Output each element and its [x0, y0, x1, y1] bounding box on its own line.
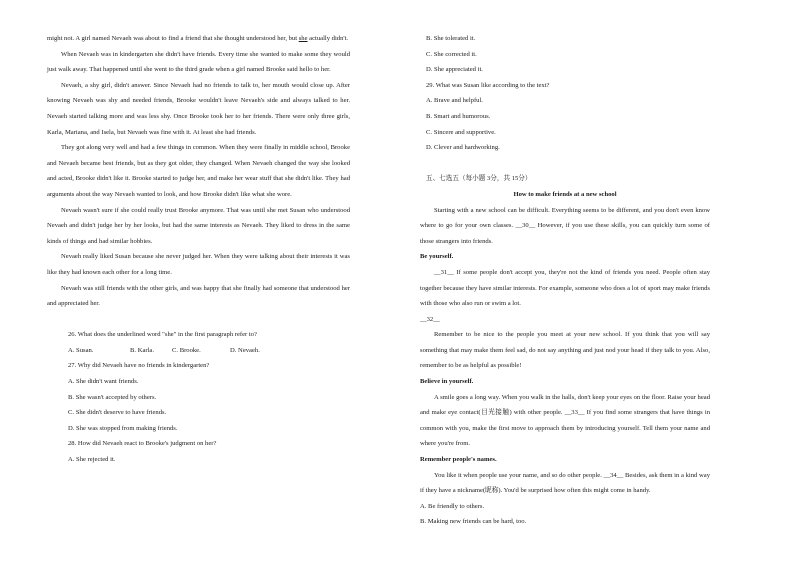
- option-a[interactable]: A. She didn't want friends.: [68, 378, 139, 386]
- question-27: [47, 358, 350, 436]
- option-b[interactable]: B. Karla.: [130, 346, 154, 354]
- question-29: [420, 78, 710, 156]
- right-column: [420, 31, 710, 530]
- passage-paragraph-3: Remember to be nice to the people you meet at your new school. If you think that you will say something that may make them feel sad, do not say anything and just nod your head if they talk to you. Also, remember to be as helpful as possible!: [420, 331, 710, 370]
- question-28-continued: [420, 31, 710, 78]
- question-stem: 27. Why did Nevaeh have no friends in kindergarten?: [68, 362, 210, 370]
- subheading-be-yourself: Be yourself.: [420, 253, 454, 261]
- option-c[interactable]: C. She didn't deserve to have friends.: [68, 409, 167, 417]
- paragraph-text: might not. A girl named Nevaeh was about to find a friend that she thought understood her, but: [47, 35, 299, 42]
- option-a[interactable]: A. Brave and helpful.: [426, 97, 483, 105]
- passage-paragraph-5: Nevaeh really liked Susan because she never judged her. When they were talking about their interests it was like they had known each other for a long time.: [47, 253, 350, 276]
- passage-paragraph-1: When Nevaeh was in kindergarten she didn't have friends. Every time she wanted to make some they would just walk away. That happened until she went to the third grade when a girl named Brooke said hello to her.: [47, 50, 350, 74]
- passage-paragraph-2: Nevaeh, a shy girl, didn't answer. Since Nevaeh had no friends to talk to, her mouth would close up. After knowing Nevaeh was shy and needed friends, Brooke wouldn't leave Nevaeh's side and always talked to her. Nevaeh started talking more and was less shy. Once Brooke took her to her friends. There were only three girls, Karla, Mariana, and Isela, but Nevaeh was fine with it. At least she had friends.: [47, 81, 350, 136]
- spacer: [47, 312, 350, 328]
- passage-paragraph-0: [47, 31, 350, 47]
- option-b[interactable]: B. Making new friends can be hard, too.: [420, 518, 527, 526]
- left-column: [47, 31, 350, 468]
- question-stem: 29. What was Susan like according to the text?: [426, 81, 550, 89]
- passage-paragraph-4: Nevaeh wasn't sure if she could really trust Brooke anymore. That was until she met Susan who understood Nevaeh and didn't judge her by her looks, but had the same interests as Nevaeh. They liked to dress in the same kinds of things and had similar hobbies.: [47, 206, 350, 245]
- passage-title: How to make friends at a new school: [513, 190, 617, 198]
- option-a[interactable]: A. She rejected it.: [68, 456, 116, 464]
- option-c[interactable]: C. She corrected it.: [426, 50, 477, 58]
- passage-paragraph-4: A smile goes a long way. When you walk in the halls, don't keep your eyes on the floor. Raise your head and make eye contact(目光接触) with other people. __33__ If you find some strangers that have things in common with you, make the first move to approach them by introducing yourself. Tell them your name and where you're from.: [420, 393, 710, 448]
- option-d[interactable]: D. Clever and hardworking.: [426, 144, 500, 152]
- question-28: [47, 436, 350, 467]
- question-options-row: [47, 343, 350, 359]
- option-b[interactable]: B. She tolerated it.: [426, 35, 476, 42]
- blank-32[interactable]: __32__: [420, 315, 440, 323]
- passage-paragraph-3: They got along very well and had a few things in common. When they were finally in middle school, Brooke and Nevaeh became best friends, but as they got older, they changed. When Nevaeh changed the way she looked and acted, Brooke didn't like it. Brooke started to judge her, and make her wear stuff that she didn't like. They had arguments about the way Nevaeh wanted to look, and how Brooke didn't like what she wore.: [47, 144, 350, 198]
- option-c[interactable]: C. Brooke.: [172, 346, 201, 354]
- section-heading: 五、七选五（每小题 3分，共 15分）: [426, 175, 532, 183]
- option-c[interactable]: C. Sincere and supportive.: [426, 128, 496, 136]
- passage-paragraph-2: __31__ If some people don't accept you, they're not the kind of friends you need. People often stay together because they have similar interests. For example, someone who does a lot of sport may make friends with those who also run or swim a lot.: [420, 268, 710, 308]
- question-26: [47, 327, 350, 358]
- option-d[interactable]: D. She was stopped from making friends.: [68, 424, 178, 432]
- subheading-believe-in-yourself: Believe in yourself.: [420, 378, 474, 386]
- paragraph-text-tail: actually didn't.: [307, 35, 349, 42]
- passage-paragraph-1: Starting with a new school can be difficult. Everything seems to be different, and you don't even know where to go for your own classes. __30__ However, if you use these skills, you can quickly turn some of those strangers into friends.: [420, 206, 710, 245]
- option-d[interactable]: D. She appreciated it.: [426, 66, 483, 74]
- option-b[interactable]: B. Smart and humorous.: [426, 112, 491, 120]
- question-stem: 28. How did Nevaeh react to Brooke's judgment on her?: [68, 440, 217, 448]
- option-d[interactable]: D. Nevaeh.: [230, 346, 260, 354]
- question-stem: 26. What does the underlined word "she" in the first paragraph refer to?: [68, 331, 257, 339]
- passage-paragraph-6: Nevaeh was still friends with the other girls, and was happy that she finally had someone that understood her and appreciated her.: [47, 284, 350, 308]
- option-b[interactable]: B. She wasn't accepted by others.: [68, 393, 157, 401]
- spacer: [420, 156, 710, 172]
- option-a[interactable]: A. Be friendly to others.: [420, 502, 485, 510]
- subheading-remember-names: Remember people's names.: [420, 456, 497, 464]
- passage-paragraph-5: You like it when people use your name, and so do other people. __34__ Besides, ask them in a kind way if they have a nickname(昵称). You'd be surprised how often this might come in handy.: [420, 471, 710, 495]
- option-a[interactable]: A. Susan.: [68, 346, 94, 354]
- underlined-word-she: she: [298, 35, 308, 42]
